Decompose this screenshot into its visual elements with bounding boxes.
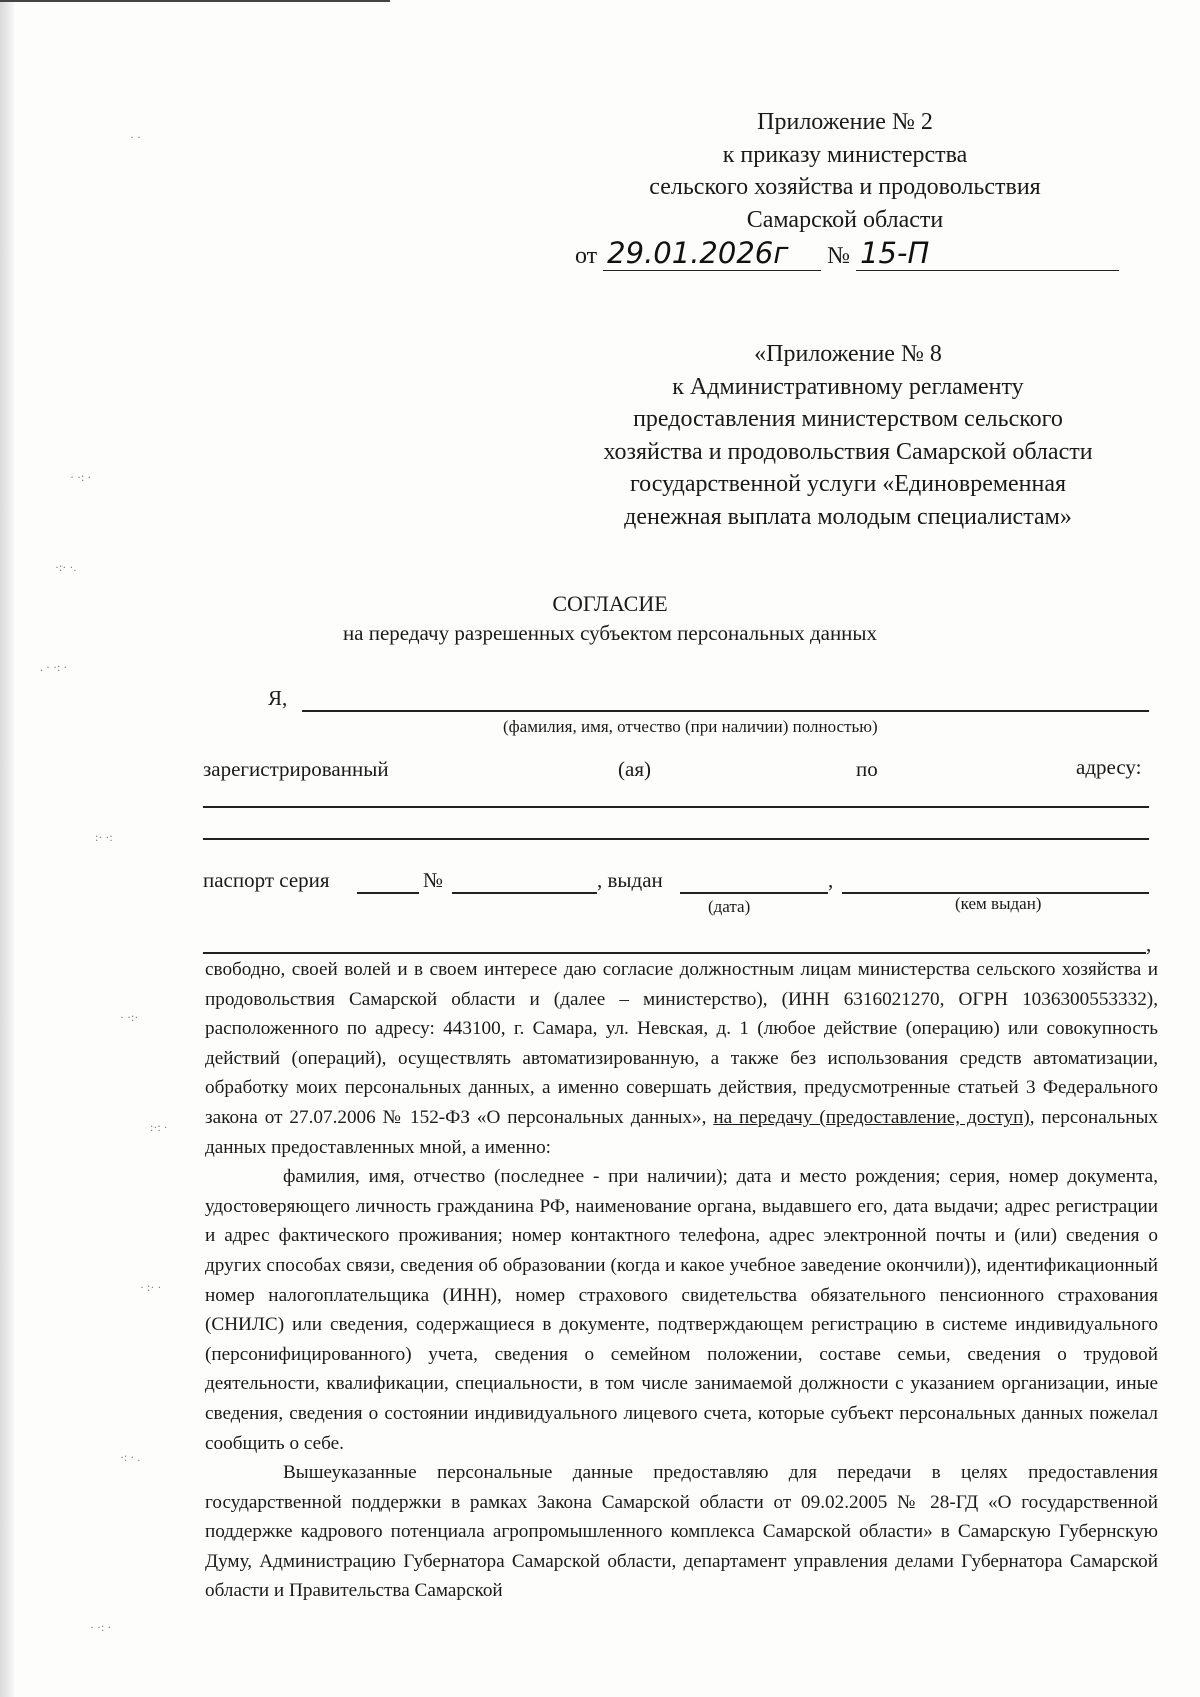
consent-body <box>205 955 1158 1606</box>
registered-word: зарегистрированный <box>203 757 389 781</box>
appendix-8-line-5: государственной услуги «Единовременная <box>629 471 1067 497</box>
body-paragraph-3: Вышеуказанные персональные данные предоставляю для передачи в целях предоставления государственной поддержки в рамках Закона Самарской области от 09.02.2005 № 28-ГД «О государственной поддержке кадрового потенциала агропромышленного комплекса Самарской области» в Самарскую Губернскую Думу, Администрацию Губернатора Самарской области, департамент управления делами Губернатора Самарской области и Правительства Самарской <box>205 1462 1158 1602</box>
issued-by-continuation-line[interactable] <box>203 952 1146 954</box>
date-caption: (дата) <box>708 897 751 916</box>
body-paragraph-1 <box>205 955 1158 1162</box>
body-paragraph-2: фамилия, имя, отчество (последнее - при наличии); дата и место рождения; серия, номер документа, удостоверяющего личность гражданина РФ, наименование органа, выдавшего его, дата выдачи; адрес регистрации и адрес фактического проживания; номер контактного телефона, адрес электронной почты и (или) сведения о других способах связи, сведения об образовании (когда и какое учебное заведение окончили)), идентификационный номер налогоплательщика (ИНН), номер страхового свидетельства обязательного пенсионного страхования (СНИЛС) или сведения, содержащиеся в документе, подтверждающем регистрацию в системе индивидуального (персонифицированного) учета, сведения о семейном положении, составе семьи, сведения о трудовой деятельности, квалификации, специальности, в том числе занимаемой должности с указанием организации, иные сведения, сведения о состоянии индивидуального лицевого счета, которые субъект персональных данных пожелал сообщить о себе. <box>205 1166 1158 1454</box>
issue-date-line[interactable] <box>680 892 828 894</box>
scan-speck: · ·:· <box>120 1010 139 1024</box>
passport-series-line[interactable] <box>357 892 419 894</box>
scan-speck: · · <box>130 130 141 144</box>
address-field-line-1[interactable] <box>203 806 1149 808</box>
fio-caption: (фамилия, имя, отчество (при наличии) полностью) <box>503 717 878 736</box>
handwritten-date: 29.01.2026г <box>603 236 821 271</box>
comma-separator: , <box>828 868 834 892</box>
appendix-2-line-4: Самарской области <box>746 206 944 233</box>
appendix-8-title: «Приложение № 8 <box>754 341 942 367</box>
appendix-2-line-2: к приказу министерства <box>722 141 968 168</box>
appendix-2-title: Приложение № 2 <box>757 109 933 135</box>
appendix-8-line-3: предоставления министерством сельского <box>633 406 1063 432</box>
registered-po: по <box>856 757 878 781</box>
trailing-comma: , <box>1146 932 1152 956</box>
fio-field-line[interactable] <box>302 710 1149 712</box>
passport-number-label: № <box>423 868 444 892</box>
issued-label: , выдан <box>597 868 663 892</box>
registered-suffix: (ая) <box>618 757 651 781</box>
passport-number-line[interactable] <box>452 892 597 894</box>
scan-speck: · :· · <box>140 1280 162 1294</box>
scan-speck: ·: · . <box>120 1450 141 1464</box>
consent-subtitle: на передачу разрешенных субъектом персональных данных <box>342 621 878 645</box>
scan-speck: · ·: · <box>70 470 92 484</box>
issued-by-caption: (кем выдан) <box>955 894 1042 913</box>
handwritten-order-number: 15-П <box>856 236 1119 271</box>
consent-title: СОГЛАСИЕ <box>552 591 668 616</box>
appendix-2-header <box>575 106 1115 236</box>
scan-speck: :·: · <box>150 1120 168 1134</box>
address-field-line-2[interactable] <box>203 838 1149 840</box>
order-date-line <box>575 236 1119 271</box>
date-prefix: от <box>575 243 598 269</box>
scan-speck: :· ·: <box>95 830 113 844</box>
appendix-2-line-3: сельского хозяйства и продовольствия <box>649 174 1041 200</box>
top-edge-line <box>0 0 390 2</box>
passport-series-label: паспорт серия <box>203 868 330 892</box>
registered-address-label: адресу: <box>1076 755 1142 779</box>
appendix-8-line-4: хозяйства и продовольствия Самарской области <box>603 438 1093 465</box>
scan-speck: · ·: · <box>90 1620 112 1634</box>
scan-speck: . · ·: · <box>40 660 68 674</box>
para1-tail: , персональных данных предоставленных мной, а именно: <box>205 1106 1158 1158</box>
appendix-8-line-6: денежная выплата молодым специалистам» <box>624 503 1072 530</box>
para1-underlined-text: на передачу (предоставление, доступ) <box>713 1106 1030 1128</box>
number-label: № <box>827 243 851 269</box>
appendix-8-line-2: к Административному регламенту <box>672 373 1024 400</box>
para1-text: свободно, своей волей и в своем интересе даю согласие должностным лицам министерства сельского хозяйства и продовольствия Самарской области и (далее – министерство), (ИНН 6316021270, ОГРН 1036300553332), расположенного по адресу: 443100, г. Самара, ул. Невская, д. 1 (любое действие (операцию) или совокупность действий (операций), осуществлять автоматизированную, а также без использования средств автоматизации, обработку моих персональных данных, а именно совершать действия, предусмотренные статьей 3 Федерального закона от 27.07.2006 № 152-ФЗ «О персональных данных», <box>205 959 1158 1128</box>
appendix-8-header <box>578 338 1118 533</box>
scan-speck: ·:· ·. <box>55 560 77 574</box>
i-label: Я, <box>268 686 288 710</box>
